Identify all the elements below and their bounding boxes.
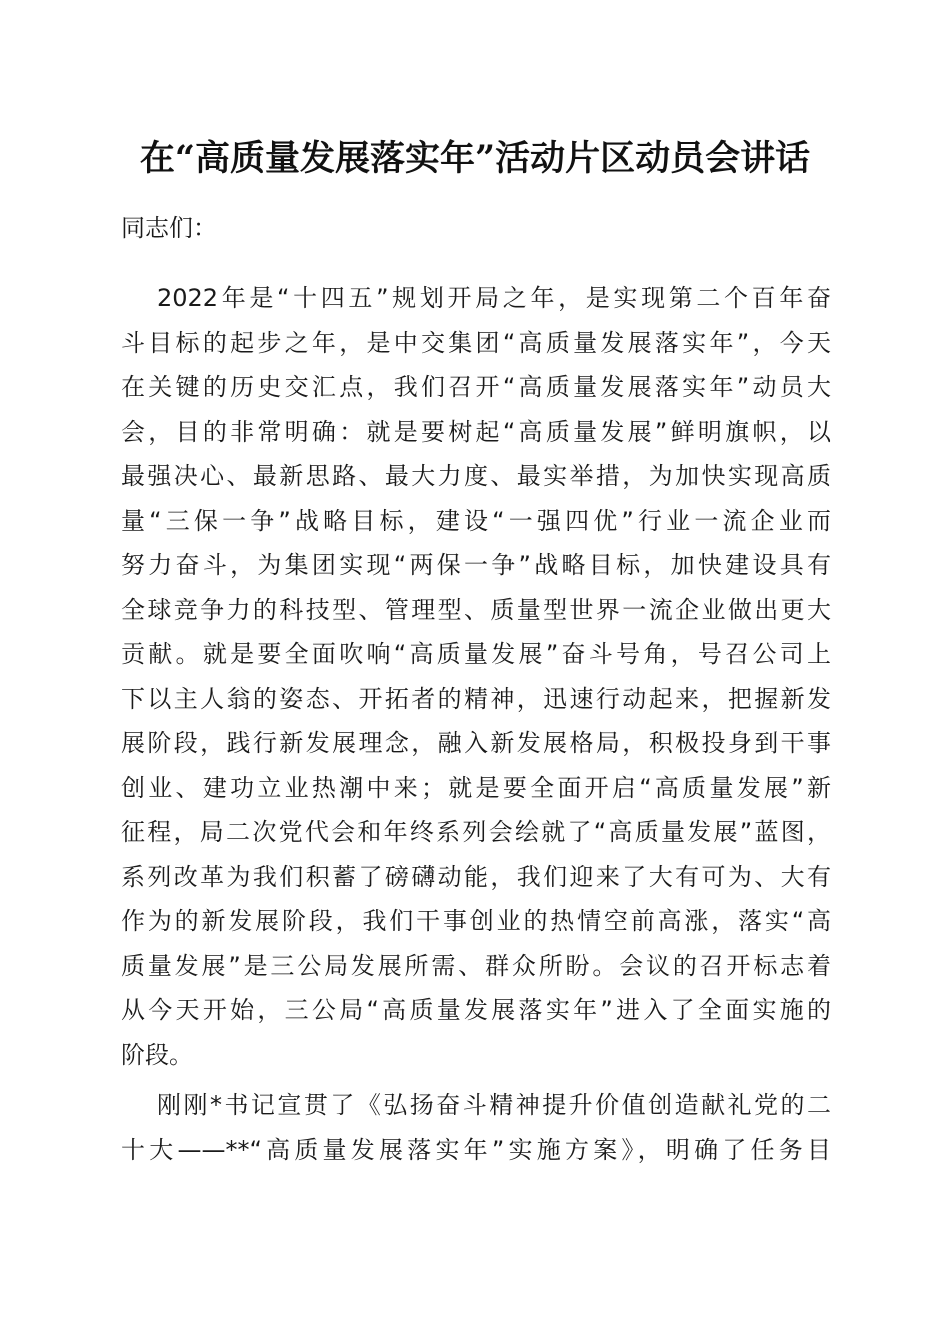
paragraph-line: 作为的新发展阶段，我们干事创业的热情空前高涨，落实“高: [121, 907, 831, 935]
paragraph-line: 从今天开始，三公局“高质量发展落实年”进入了全面实施的: [121, 996, 831, 1024]
paragraph-line: 刚刚*书记宣贯了《弘扬奋斗精神提升价值创造献礼党的二: [157, 1091, 831, 1119]
paragraph-line: 阶段。: [121, 1040, 193, 1069]
paragraph-line: 量“三保一争”战略目标，建设“一强四优”行业一流企业而: [121, 506, 831, 535]
paragraph-line: 展阶段，践行新发展理念，融入新发展格局，积极投身到干事: [121, 729, 831, 757]
paragraph-line: 系列改革为我们积蓄了磅礴动能，我们迎来了大有可为、大有: [121, 862, 831, 891]
paragraph-line: 十大——**“高质量发展落实年”实施方案》，明确了任务目: [121, 1135, 831, 1164]
paragraph-line: 下以主人翁的姿态、开拓者的精神，迅速行动起来，把握新发: [121, 684, 831, 713]
paragraph-line: 征程，局二次党代会和年终系列会绘就了“高质量发展”蓝图，: [121, 818, 831, 846]
paragraph-line: 努力奋斗，为集团实现“两保一争”战略目标，加快建设具有: [121, 551, 831, 579]
page-title: 在“高质量发展落实年”活动片区动员会讲话: [139, 138, 811, 179]
paragraph-line: 2022年是“十四五”规划开局之年，是实现第二个百年奋: [157, 284, 831, 312]
salutation-text: 同志们：: [121, 214, 217, 242]
paragraph-line: 创业、建功立业热潮中来；就是要全面开启“高质量发展”新: [121, 773, 831, 802]
paragraph-line: 在关键的历史交汇点，我们召开“高质量发展落实年”动员大: [121, 373, 831, 401]
paragraph-line: 斗目标的起步之年，是中交集团“高质量发展落实年”，今天: [121, 328, 831, 357]
paragraph-line: 质量发展”是三公局发展所需、群众所盼。会议的召开标志着: [121, 951, 831, 980]
paragraph-line: 全球竞争力的科技型、管理型、质量型世界一流企业做出更大: [121, 595, 831, 624]
paragraph-line: 会，目的非常明确：就是要树起“高质量发展”鲜明旗帜，以: [121, 417, 831, 446]
paragraph-line: 贡献。就是要全面吹响“高质量发展”奋斗号角，号召公司上: [121, 640, 831, 668]
paragraph-line: 最强决心、最新思路、最大力度、最实举措，为加快实现高质: [121, 462, 831, 490]
